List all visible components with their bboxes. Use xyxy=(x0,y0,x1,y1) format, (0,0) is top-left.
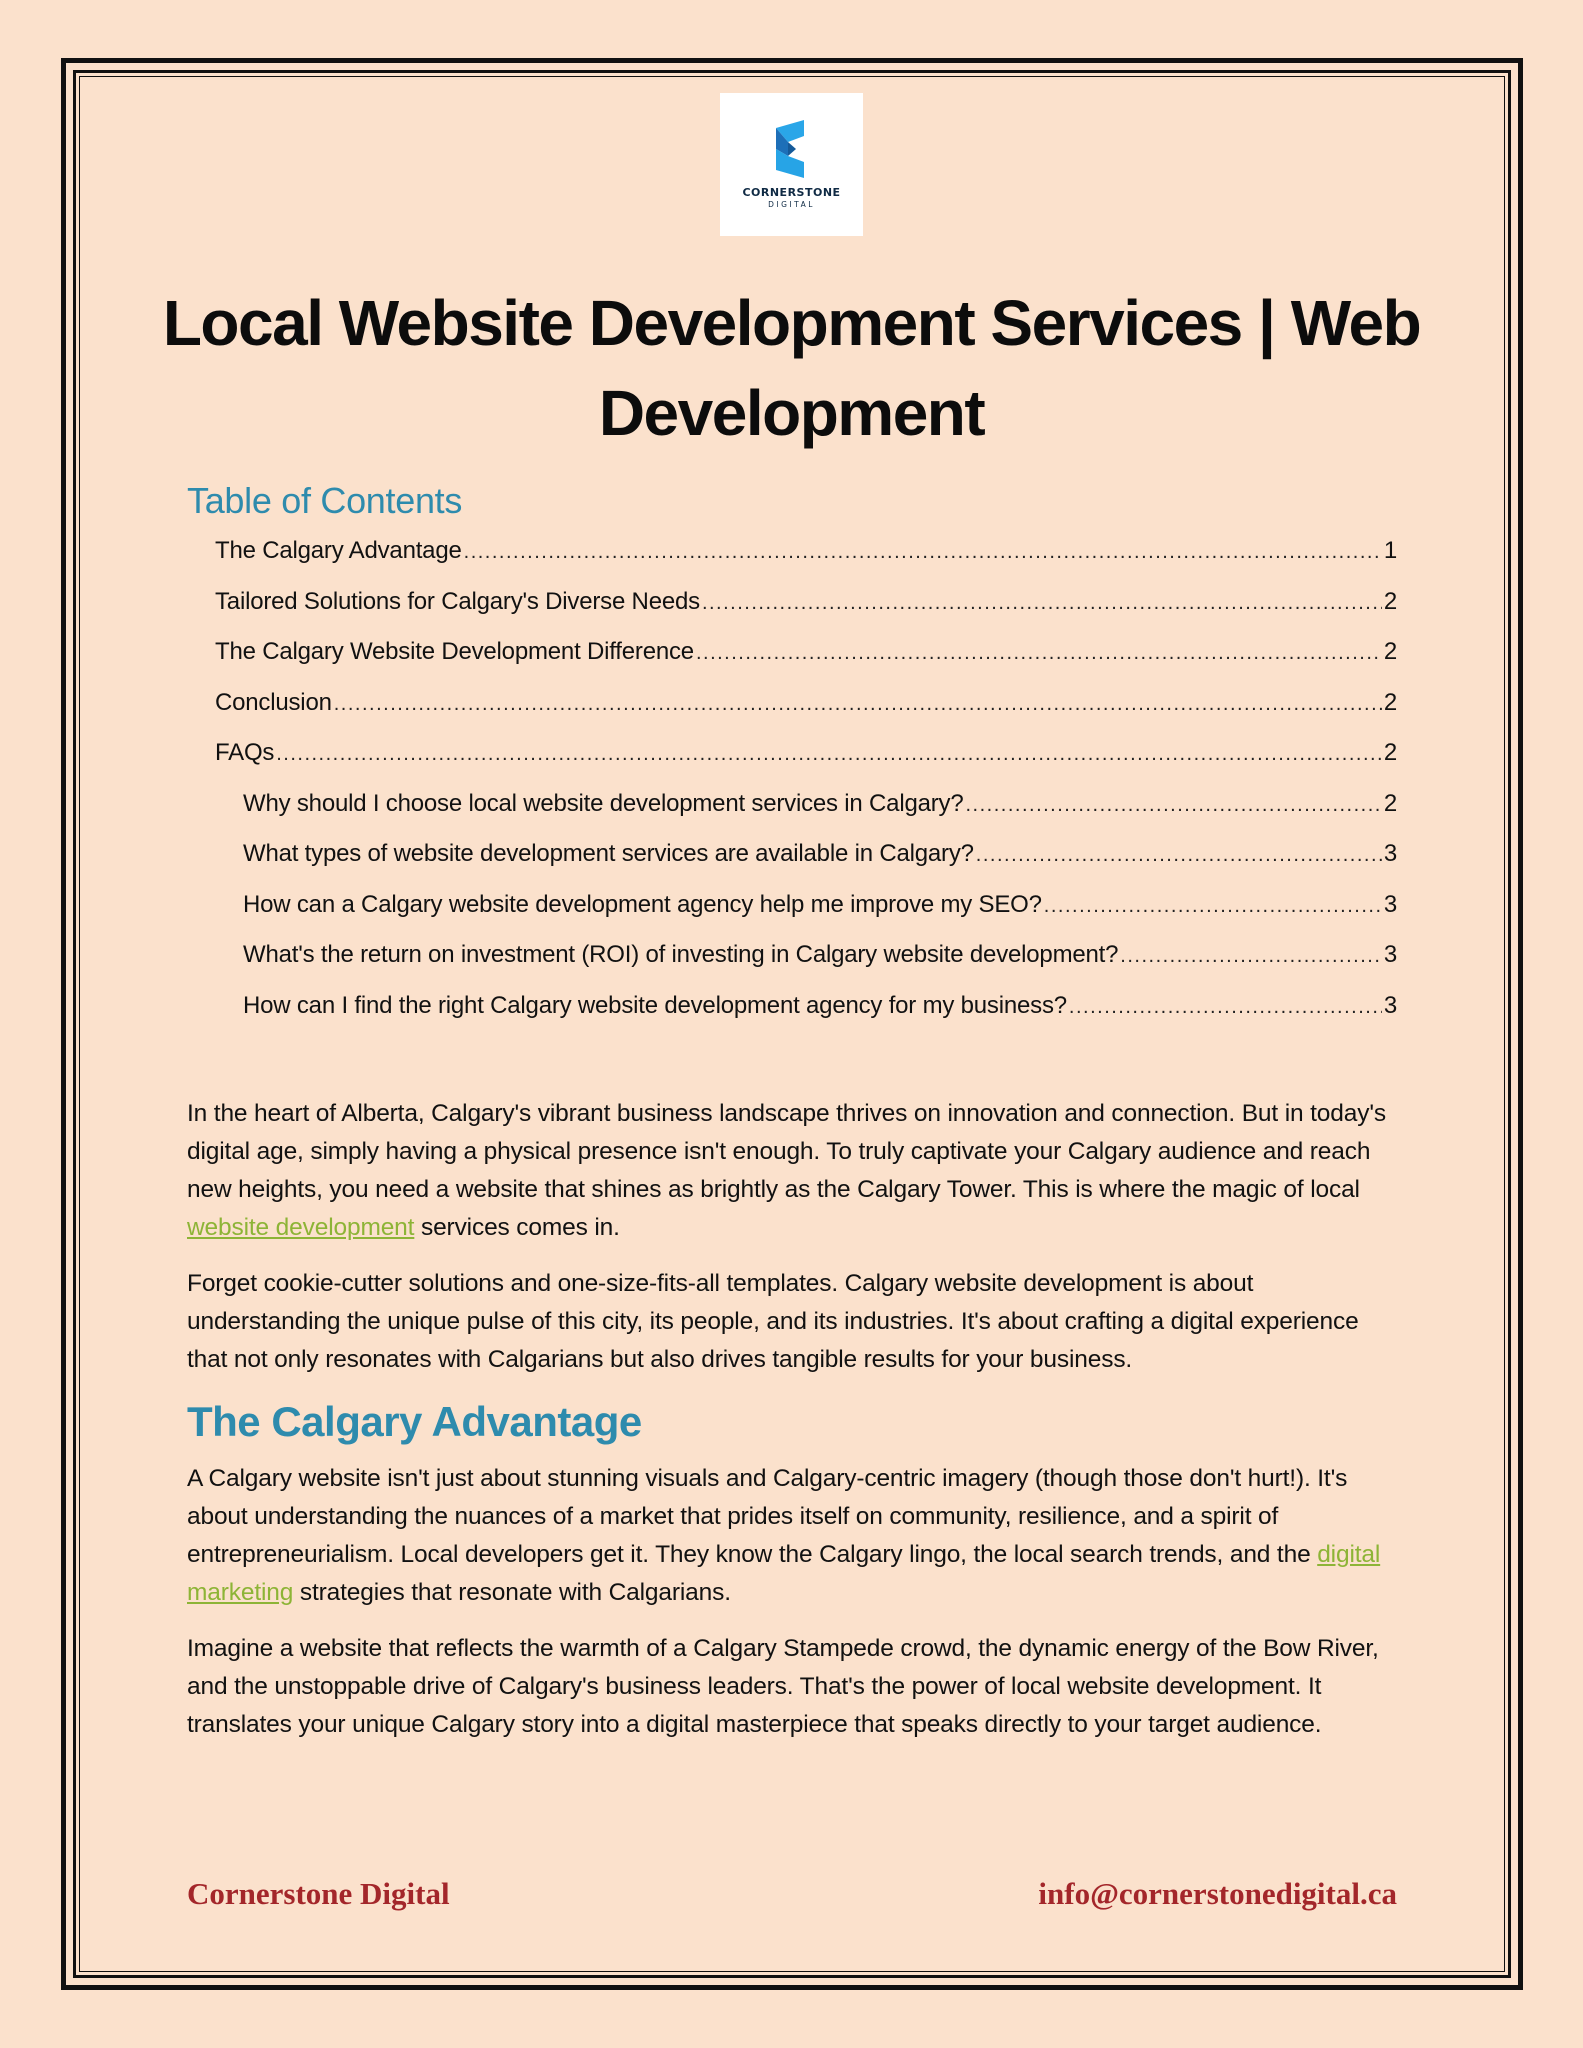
toc-entry-page: 3 xyxy=(1383,840,1397,867)
toc-entry-text: The Calgary Website Development Difference xyxy=(215,638,694,665)
toc-entry-text: How can I find the right Calgary website development agency for my business? xyxy=(243,992,1067,1019)
toc-entry-text: The Calgary Advantage xyxy=(215,537,462,564)
toc-subentry[interactable] xyxy=(243,836,1397,872)
toc-entry[interactable] xyxy=(215,533,1397,569)
toc-leader xyxy=(696,635,1382,671)
toc-leader xyxy=(966,787,1382,823)
toc-entry-page: 3 xyxy=(1383,891,1397,918)
toc-subentry[interactable] xyxy=(243,937,1397,973)
toc-entry-text: What types of website development services are available in Calgary? xyxy=(243,840,974,867)
toc-entry-text: Tailored Solutions for Calgary's Diverse Needs xyxy=(215,588,700,615)
toc-entry[interactable] xyxy=(215,685,1397,721)
advantage-text-before-link: A Calgary website isn't just about stunning visuals and Calgary-centric imagery (though those don't hurt!). It's about understanding the nuances of a market that prides itself on community, resilience, and a spirit of entrepreneurialism. Local developers get it. They know the Calgary lingo, the local search trends, and the xyxy=(187,1465,1348,1568)
toc-leader xyxy=(1120,938,1382,974)
intro-text-after-link: services comes in. xyxy=(414,1214,620,1241)
toc-entry-text: What's the return on investment (ROI) of investing in Calgary website development? xyxy=(243,941,1119,968)
cornerstone-k-icon xyxy=(774,120,810,178)
digital-marketing-link[interactable]: digital marketing xyxy=(187,1541,1381,1606)
toc-entry[interactable] xyxy=(215,735,1397,771)
toc-entry-page: 2 xyxy=(1383,588,1397,615)
toc-leader xyxy=(1069,989,1382,1025)
intro-text-before-link: In the heart of Alberta, Calgary's vibrant business landscape thrives on innovation and connection. But in today's digital age, simply having a physical presence isn't enough. To truly captivate your Calgary audience and reach new heights, you need a website that shines as brightly as the Calgary Tower. This is where the magic of local xyxy=(187,1100,1386,1203)
toc-entry-page: 2 xyxy=(1383,689,1397,716)
toc-entry-page: 3 xyxy=(1383,992,1397,1019)
toc-leader xyxy=(276,736,1382,772)
intro-paragraph-2: Forget cookie-cutter solutions and one-size-fits-all templates. Calgary website development is about understanding the unique pulse of this city, its people, and its industries. It's about crafting a digital experience that not only resonates with Calgarians but also drives tangible results for your business. xyxy=(187,1270,1359,1373)
intro-paragraph-1 xyxy=(187,1095,1397,1247)
logo-subname: DIGITAL xyxy=(768,200,815,209)
toc-entry-text: Conclusion xyxy=(215,689,332,716)
toc-entry-page: 2 xyxy=(1383,739,1397,766)
toc-leader xyxy=(976,837,1382,873)
toc-subentry[interactable] xyxy=(243,786,1397,822)
toc-entry[interactable] xyxy=(215,634,1397,670)
toc-leader xyxy=(702,585,1382,621)
toc-heading: Table of Contents xyxy=(187,480,463,521)
section-heading-calgary-advantage: The Calgary Advantage xyxy=(187,1398,642,1445)
toc-entry-page: 3 xyxy=(1383,941,1397,968)
toc-leader xyxy=(1044,888,1382,924)
toc-entry-page: 1 xyxy=(1383,537,1397,564)
website-development-link[interactable]: website development xyxy=(187,1214,415,1241)
toc-entry-text: How can a Calgary website development agency help me improve my SEO? xyxy=(243,891,1042,918)
toc-subentry[interactable] xyxy=(243,887,1397,923)
toc-entry-text: FAQs xyxy=(215,739,275,766)
company-logo xyxy=(720,93,863,236)
toc-subentry[interactable] xyxy=(243,988,1397,1024)
toc-leader xyxy=(334,686,1382,722)
footer-company-name: Cornerstone Digital xyxy=(187,1876,450,1911)
document-title: Local Website Development Services | Web Development xyxy=(162,287,1421,449)
toc-entry-text: Why should I choose local website development services in Calgary? xyxy=(243,790,964,817)
toc-entry-page: 2 xyxy=(1383,790,1397,817)
advantage-paragraph-2: Imagine a website that reflects the warmth of a Calgary Stampede crowd, the dynamic energy of the Bow River, and the unstoppable drive of Calgary's business leaders. That's the power of local website development. It translates your unique Calgary story into a digital masterpiece that speaks directly to your target audience. xyxy=(187,1635,1379,1738)
advantage-paragraph-1 xyxy=(187,1460,1397,1612)
logo-name: CORNERSTONE xyxy=(742,186,841,199)
toc-entry-page: 2 xyxy=(1383,638,1397,665)
toc-entry[interactable] xyxy=(215,584,1397,620)
footer-email[interactable]: info@cornerstonedigital.ca xyxy=(1038,1876,1397,1911)
advantage-text-after-link: strategies that resonate with Calgarians. xyxy=(293,1579,731,1606)
toc-leader xyxy=(464,534,1382,570)
